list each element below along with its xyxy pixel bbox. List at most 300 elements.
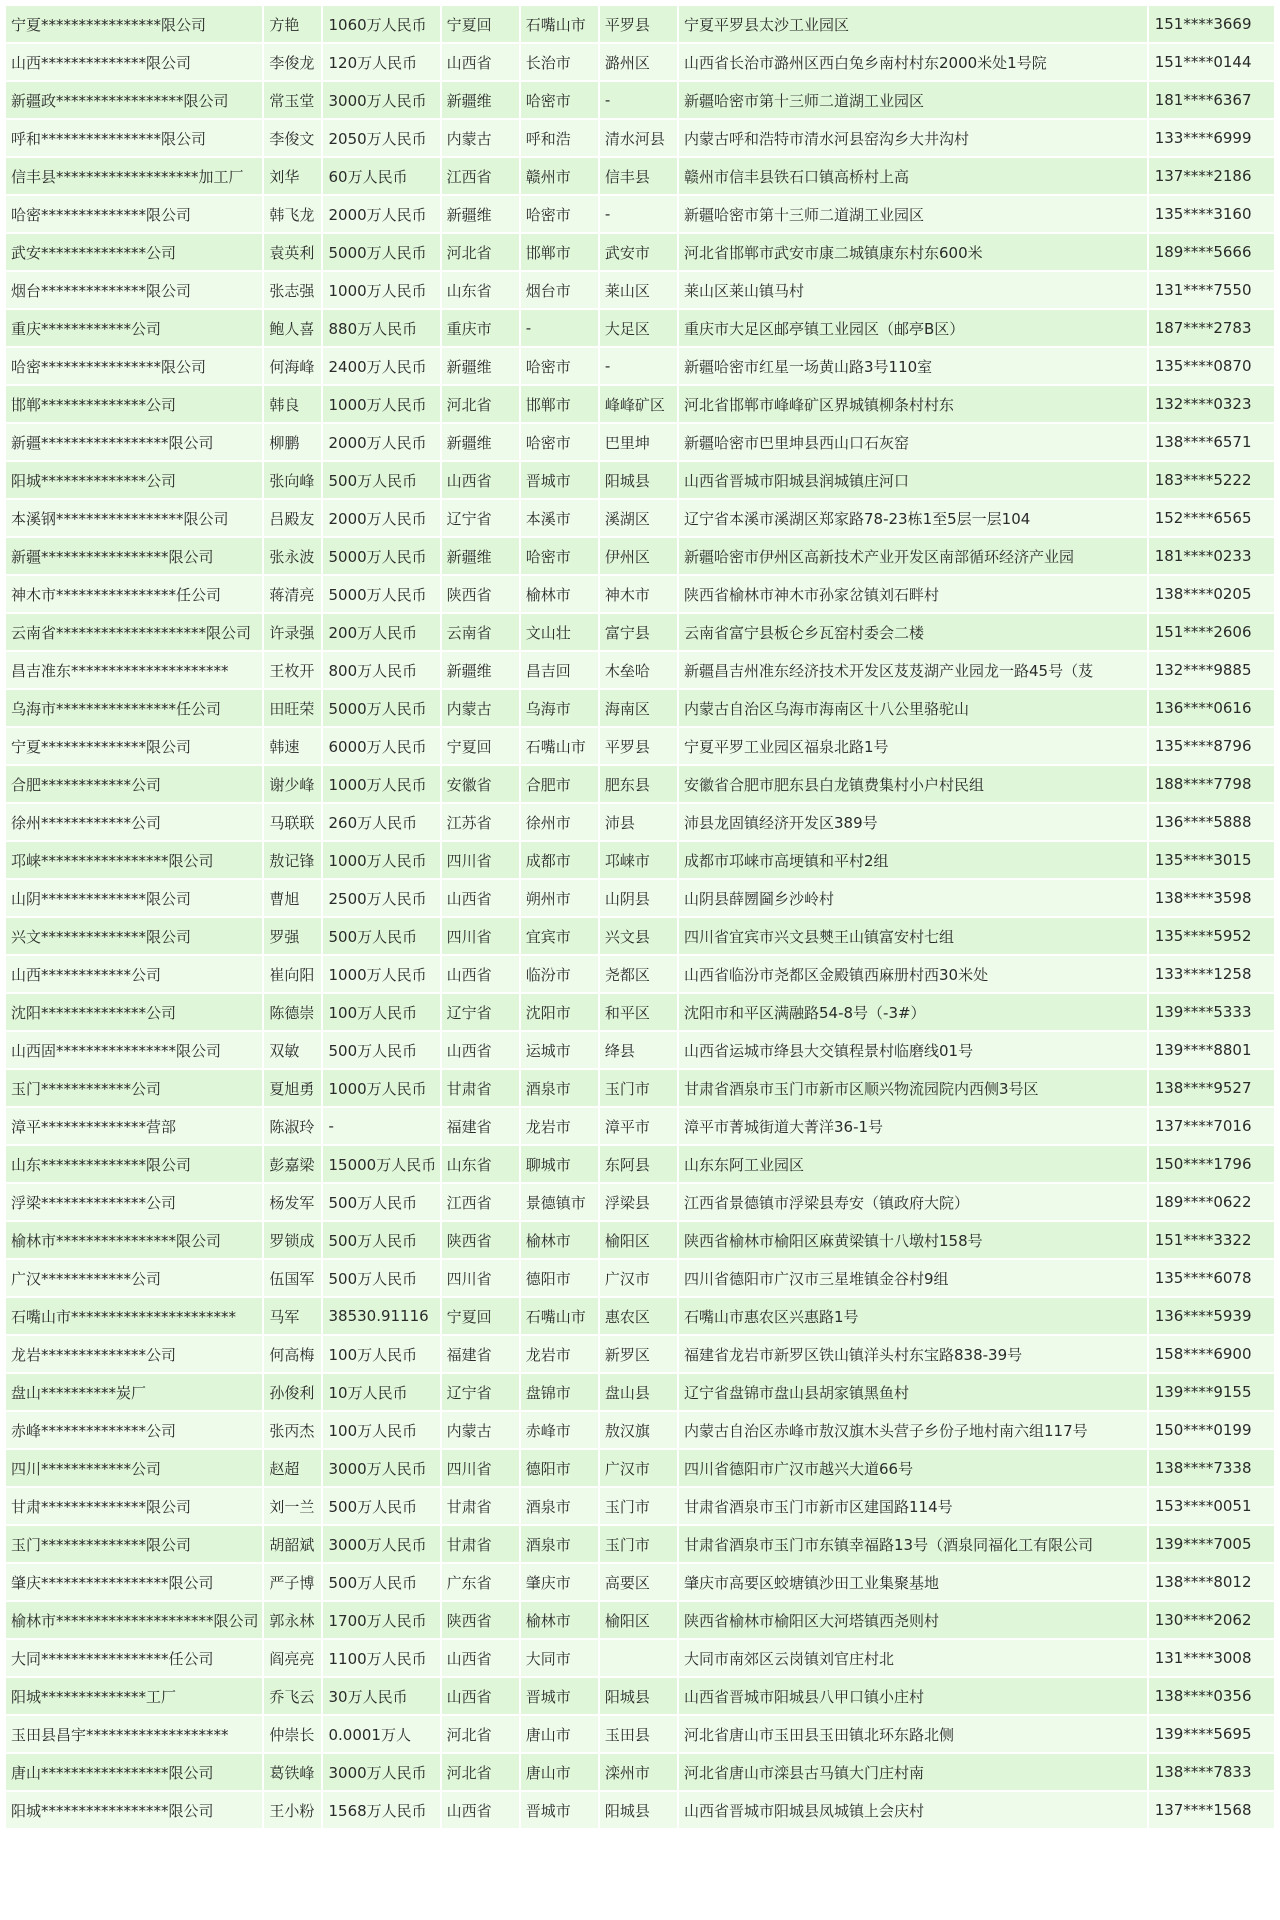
- address-cell: 新疆哈密市红星一场黄山路3号110室: [679, 348, 1147, 384]
- city-cell: 晋城市: [521, 1792, 598, 1828]
- company-name-cell: 新疆*****************限公司: [6, 424, 262, 460]
- phone-cell: 138****0356: [1149, 1678, 1274, 1714]
- registered-capital-cell: 1000万人民币: [323, 386, 439, 422]
- table-row: [6, 1298, 1274, 1334]
- city-cell: 晋城市: [521, 462, 598, 498]
- company-name-cell: 龙岩**************公司: [6, 1336, 262, 1372]
- city-cell: 榆林市: [521, 1602, 598, 1638]
- phone-cell: 139****7005: [1149, 1526, 1274, 1562]
- district-cell: 玉门市: [600, 1526, 677, 1562]
- phone-cell: 152****6565: [1149, 500, 1274, 536]
- city-cell: 盘锦市: [521, 1374, 598, 1410]
- contact-person-cell: 鲍人喜: [264, 310, 321, 346]
- registered-capital-cell: 6000万人民币: [323, 728, 439, 764]
- district-cell: 兴文县: [600, 918, 677, 954]
- address-cell: 福建省龙岩市新罗区铁山镇洋头村东宝路838-39号: [679, 1336, 1147, 1372]
- phone-cell: 183****5222: [1149, 462, 1274, 498]
- district-cell: 玉田县: [600, 1716, 677, 1752]
- district-cell: 广汉市: [600, 1450, 677, 1486]
- phone-cell: 136****5888: [1149, 804, 1274, 840]
- contact-person-cell: 吕殿友: [264, 500, 321, 536]
- phone-cell: 135****6078: [1149, 1260, 1274, 1296]
- address-cell: 新疆昌吉州准东经济技术开发区芨芨湖产业园龙一路45号（芨: [679, 652, 1147, 688]
- company-name-cell: 宁夏****************限公司: [6, 6, 262, 42]
- district-cell: 峰峰矿区: [600, 386, 677, 422]
- phone-cell: 136****0616: [1149, 690, 1274, 726]
- phone-cell: 188****7798: [1149, 766, 1274, 802]
- address-cell: 陕西省榆林市神木市孙家岔镇刘石畔村: [679, 576, 1147, 612]
- company-name-cell: 邛崃*****************限公司: [6, 842, 262, 878]
- city-cell: 晋城市: [521, 1678, 598, 1714]
- address-cell: 赣州市信丰县铁石口镇高桥村上高: [679, 158, 1147, 194]
- contact-person-cell: 李俊文: [264, 120, 321, 156]
- phone-cell: 135****5952: [1149, 918, 1274, 954]
- company-name-cell: 新疆政*****************限公司: [6, 82, 262, 118]
- contact-person-cell: 彭嘉梁: [264, 1146, 321, 1182]
- address-cell: 宁夏平罗工业园区福泉北路1号: [679, 728, 1147, 764]
- city-cell: 景德镇市: [521, 1184, 598, 1220]
- contact-person-cell: 赵超: [264, 1450, 321, 1486]
- contact-person-cell: 葛铁峰: [264, 1754, 321, 1790]
- phone-cell: 138****9527: [1149, 1070, 1274, 1106]
- address-cell: 新疆哈密市巴里坤县西山口石灰窑: [679, 424, 1147, 460]
- address-cell: 辽宁省本溪市溪湖区郑家路78-23栋1至5层一层104: [679, 500, 1147, 536]
- district-cell: 敖汉旗: [600, 1412, 677, 1448]
- province-cell: 新疆维: [442, 652, 519, 688]
- district-cell: 玉门市: [600, 1070, 677, 1106]
- district-cell: 神木市: [600, 576, 677, 612]
- company-name-cell: 浮梁**************公司: [6, 1184, 262, 1220]
- province-cell: 江苏省: [442, 804, 519, 840]
- registered-capital-cell: 120万人民币: [323, 44, 439, 80]
- registered-capital-cell: 500万人民币: [323, 1260, 439, 1296]
- address-cell: 四川省德阳市广汉市三星堆镇金谷村9组: [679, 1260, 1147, 1296]
- table-row: [6, 1374, 1274, 1410]
- table-row: [6, 1754, 1274, 1790]
- address-cell: 重庆市大足区邮亭镇工业园区（邮亭B区）: [679, 310, 1147, 346]
- province-cell: 江西省: [442, 158, 519, 194]
- table-row: [6, 880, 1274, 916]
- city-cell: 成都市: [521, 842, 598, 878]
- address-cell: 山西省晋城市阳城县润城镇庄河口: [679, 462, 1147, 498]
- city-cell: 哈密市: [521, 424, 598, 460]
- table-row: [6, 1412, 1274, 1448]
- district-cell: 东阿县: [600, 1146, 677, 1182]
- address-cell: 辽宁省盘锦市盘山县胡家镇黑鱼村: [679, 1374, 1147, 1410]
- city-cell: 文山壮: [521, 614, 598, 650]
- table-row: [6, 1488, 1274, 1524]
- province-cell: 宁夏回: [442, 728, 519, 764]
- city-cell: 哈密市: [521, 538, 598, 574]
- table-row: [6, 1450, 1274, 1486]
- contact-person-cell: 何海峰: [264, 348, 321, 384]
- company-name-cell: 昌吉准东*********************: [6, 652, 262, 688]
- province-cell: 山西省: [442, 956, 519, 992]
- company-name-cell: 玉门************公司: [6, 1070, 262, 1106]
- address-cell: 四川省宜宾市兴文县僰王山镇富安村七组: [679, 918, 1147, 954]
- registered-capital-cell: 1000万人民币: [323, 842, 439, 878]
- company-name-cell: 山阴**************限公司: [6, 880, 262, 916]
- district-cell: 尧都区: [600, 956, 677, 992]
- table-row: [6, 1716, 1274, 1752]
- registered-capital-cell: -: [323, 1108, 439, 1144]
- company-name-cell: 山东**************限公司: [6, 1146, 262, 1182]
- registered-capital-cell: 2000万人民币: [323, 424, 439, 460]
- company-name-cell: 沈阳**************公司: [6, 994, 262, 1030]
- table-row: [6, 1146, 1274, 1182]
- district-cell: 阳城县: [600, 1792, 677, 1828]
- registered-capital-cell: 5000万人民币: [323, 690, 439, 726]
- province-cell: 山西省: [442, 1032, 519, 1068]
- registered-capital-cell: 3000万人民币: [323, 82, 439, 118]
- province-cell: 广东省: [442, 1564, 519, 1600]
- contact-person-cell: 王枚开: [264, 652, 321, 688]
- province-cell: 甘肃省: [442, 1526, 519, 1562]
- phone-cell: 150****0199: [1149, 1412, 1274, 1448]
- company-table-wrapper: [4, 4, 1276, 1830]
- city-cell: 朔州市: [521, 880, 598, 916]
- company-name-cell: 甘肃**************限公司: [6, 1488, 262, 1524]
- phone-cell: 153****0051: [1149, 1488, 1274, 1524]
- registered-capital-cell: 1000万人民币: [323, 766, 439, 802]
- city-cell: 德阳市: [521, 1450, 598, 1486]
- district-cell: 清水河县: [600, 120, 677, 156]
- company-name-cell: 徐州************公司: [6, 804, 262, 840]
- address-cell: 四川省德阳市广汉市越兴大道66号: [679, 1450, 1147, 1486]
- province-cell: 甘肃省: [442, 1488, 519, 1524]
- phone-cell: 158****6900: [1149, 1336, 1274, 1372]
- contact-person-cell: 许录强: [264, 614, 321, 650]
- district-cell: 绛县: [600, 1032, 677, 1068]
- city-cell: 聊城市: [521, 1146, 598, 1182]
- company-name-cell: 盘山**********炭厂: [6, 1374, 262, 1410]
- address-cell: 云南省富宁县板仑乡瓦窑村委会二楼: [679, 614, 1147, 650]
- company-name-cell: 本溪钢*****************限公司: [6, 500, 262, 536]
- table-row: [6, 386, 1274, 422]
- district-cell: 浮梁县: [600, 1184, 677, 1220]
- address-cell: 内蒙古自治区赤峰市敖汉旗木头营子乡份子地村南六组117号: [679, 1412, 1147, 1448]
- district-cell: 平罗县: [600, 728, 677, 764]
- table-row: [6, 462, 1274, 498]
- province-cell: 河北省: [442, 1754, 519, 1790]
- company-name-cell: 阳城*****************限公司: [6, 1792, 262, 1828]
- phone-cell: 133****6999: [1149, 120, 1274, 156]
- province-cell: 内蒙古: [442, 1412, 519, 1448]
- phone-cell: 137****7016: [1149, 1108, 1274, 1144]
- registered-capital-cell: 3000万人民币: [323, 1754, 439, 1790]
- contact-person-cell: 罗强: [264, 918, 321, 954]
- phone-cell: 138****0205: [1149, 576, 1274, 612]
- company-name-cell: 玉田县昌宇*******************: [6, 1716, 262, 1752]
- company-name-cell: 山西**************限公司: [6, 44, 262, 80]
- company-name-cell: 榆林市*********************限公司: [6, 1602, 262, 1638]
- contact-person-cell: 谢少峰: [264, 766, 321, 802]
- company-name-cell: 合肥************公司: [6, 766, 262, 802]
- contact-person-cell: 双敏: [264, 1032, 321, 1068]
- phone-cell: 136****5939: [1149, 1298, 1274, 1334]
- table-row: [6, 576, 1274, 612]
- phone-cell: 189****5666: [1149, 234, 1274, 270]
- company-name-cell: 漳平**************营部: [6, 1108, 262, 1144]
- table-body: [6, 6, 1274, 1828]
- phone-cell: 132****9885: [1149, 652, 1274, 688]
- province-cell: 四川省: [442, 1450, 519, 1486]
- district-cell: 邛崃市: [600, 842, 677, 878]
- city-cell: 唐山市: [521, 1716, 598, 1752]
- company-name-cell: 赤峰**************公司: [6, 1412, 262, 1448]
- district-cell: -: [600, 348, 677, 384]
- phone-cell: 131****7550: [1149, 272, 1274, 308]
- address-cell: 陕西省榆林市榆阳区大河塔镇西尧则村: [679, 1602, 1147, 1638]
- company-name-cell: 新疆*****************限公司: [6, 538, 262, 574]
- city-cell: 酒泉市: [521, 1488, 598, 1524]
- address-cell: 山西省晋城市阳城县凤城镇上会庆村: [679, 1792, 1147, 1828]
- table-row: [6, 158, 1274, 194]
- phone-cell: 151****0144: [1149, 44, 1274, 80]
- city-cell: 邯郸市: [521, 234, 598, 270]
- registered-capital-cell: 1000万人民币: [323, 1070, 439, 1106]
- registered-capital-cell: 10万人民币: [323, 1374, 439, 1410]
- address-cell: 新疆哈密市第十三师二道湖工业园区: [679, 196, 1147, 232]
- address-cell: 山西省晋城市阳城县八甲口镇小庄村: [679, 1678, 1147, 1714]
- phone-cell: 135****3160: [1149, 196, 1274, 232]
- contact-person-cell: 孙俊利: [264, 1374, 321, 1410]
- district-cell: 盘山县: [600, 1374, 677, 1410]
- contact-person-cell: 韩良: [264, 386, 321, 422]
- phone-cell: 151****3322: [1149, 1222, 1274, 1258]
- city-cell: 石嘴山市: [521, 1298, 598, 1334]
- contact-person-cell: 马军: [264, 1298, 321, 1334]
- contact-person-cell: 张志强: [264, 272, 321, 308]
- contact-person-cell: 王小粉: [264, 1792, 321, 1828]
- registered-capital-cell: 1000万人民币: [323, 956, 439, 992]
- table-row: [6, 994, 1274, 1030]
- table-row: [6, 44, 1274, 80]
- address-cell: 沛县龙固镇经济开发区389号: [679, 804, 1147, 840]
- province-cell: 四川省: [442, 918, 519, 954]
- district-cell: 新罗区: [600, 1336, 677, 1372]
- address-cell: 成都市邛崃市高埂镇和平村2组: [679, 842, 1147, 878]
- city-cell: 合肥市: [521, 766, 598, 802]
- contact-person-cell: 杨发军: [264, 1184, 321, 1220]
- phone-cell: 131****3008: [1149, 1640, 1274, 1676]
- table-row: [6, 272, 1274, 308]
- registered-capital-cell: 100万人民币: [323, 1412, 439, 1448]
- province-cell: 新疆维: [442, 538, 519, 574]
- registered-capital-cell: 2400万人民币: [323, 348, 439, 384]
- contact-person-cell: 罗锁成: [264, 1222, 321, 1258]
- phone-cell: 130****2062: [1149, 1602, 1274, 1638]
- city-cell: 赤峰市: [521, 1412, 598, 1448]
- province-cell: 河北省: [442, 386, 519, 422]
- district-cell: 潞州区: [600, 44, 677, 80]
- table-row: [6, 1526, 1274, 1562]
- registered-capital-cell: 2500万人民币: [323, 880, 439, 916]
- registered-capital-cell: 30万人民币: [323, 1678, 439, 1714]
- city-cell: 石嘴山市: [521, 728, 598, 764]
- city-cell: 石嘴山市: [521, 6, 598, 42]
- contact-person-cell: 陈淑玲: [264, 1108, 321, 1144]
- registered-capital-cell: 1060万人民币: [323, 6, 439, 42]
- district-cell: 莱山区: [600, 272, 677, 308]
- contact-person-cell: 方艳: [264, 6, 321, 42]
- registered-capital-cell: 100万人民币: [323, 1336, 439, 1372]
- registered-capital-cell: 5000万人民币: [323, 576, 439, 612]
- province-cell: 山西省: [442, 880, 519, 916]
- city-cell: 龙岩市: [521, 1108, 598, 1144]
- province-cell: 安徽省: [442, 766, 519, 802]
- address-cell: 河北省邯郸市武安市康二城镇康东村东600米: [679, 234, 1147, 270]
- address-cell: 陕西省榆林市榆阳区麻黄梁镇十八墩村158号: [679, 1222, 1147, 1258]
- company-name-cell: 邯郸**************公司: [6, 386, 262, 422]
- province-cell: 陕西省: [442, 1222, 519, 1258]
- district-cell: 滦州市: [600, 1754, 677, 1790]
- table-row: [6, 804, 1274, 840]
- address-cell: 宁夏平罗县太沙工业园区: [679, 6, 1147, 42]
- contact-person-cell: 曹旭: [264, 880, 321, 916]
- registered-capital-cell: 3000万人民币: [323, 1526, 439, 1562]
- table-row: [6, 82, 1274, 118]
- city-cell: 肇庆市: [521, 1564, 598, 1600]
- phone-cell: 189****0622: [1149, 1184, 1274, 1220]
- city-cell: 徐州市: [521, 804, 598, 840]
- province-cell: 新疆维: [442, 82, 519, 118]
- phone-cell: 138****7338: [1149, 1450, 1274, 1486]
- address-cell: 河北省邯郸市峰峰矿区界城镇柳条村村东: [679, 386, 1147, 422]
- registered-capital-cell: 500万人民币: [323, 462, 439, 498]
- phone-cell: 139****8801: [1149, 1032, 1274, 1068]
- city-cell: -: [521, 310, 598, 346]
- registered-capital-cell: 5000万人民币: [323, 234, 439, 270]
- table-row: [6, 424, 1274, 460]
- phone-cell: 138****6571: [1149, 424, 1274, 460]
- company-name-cell: 山西固****************限公司: [6, 1032, 262, 1068]
- city-cell: 哈密市: [521, 82, 598, 118]
- registered-capital-cell: 100万人民币: [323, 994, 439, 1030]
- city-cell: 呼和浩: [521, 120, 598, 156]
- table-row: [6, 1602, 1274, 1638]
- table-row: [6, 766, 1274, 802]
- company-name-cell: 唐山*****************限公司: [6, 1754, 262, 1790]
- province-cell: 陕西省: [442, 1602, 519, 1638]
- province-cell: 内蒙古: [442, 690, 519, 726]
- contact-person-cell: 乔飞云: [264, 1678, 321, 1714]
- province-cell: 内蒙古: [442, 120, 519, 156]
- table-row: [6, 1070, 1274, 1106]
- province-cell: 新疆维: [442, 424, 519, 460]
- contact-person-cell: 刘华: [264, 158, 321, 194]
- table-row: [6, 918, 1274, 954]
- phone-cell: 138****7833: [1149, 1754, 1274, 1790]
- province-cell: 山东省: [442, 1146, 519, 1182]
- province-cell: 新疆维: [442, 348, 519, 384]
- district-cell: -: [600, 196, 677, 232]
- contact-person-cell: 敖记锋: [264, 842, 321, 878]
- address-cell: 安徽省合肥市肥东县白龙镇费集村小户村民组: [679, 766, 1147, 802]
- district-cell: 木垒哈: [600, 652, 677, 688]
- district-cell: 巴里坤: [600, 424, 677, 460]
- city-cell: 乌海市: [521, 690, 598, 726]
- company-name-cell: 哈密****************限公司: [6, 348, 262, 384]
- district-cell: 富宁县: [600, 614, 677, 650]
- province-cell: 河北省: [442, 1716, 519, 1752]
- table-row: [6, 1032, 1274, 1068]
- address-cell: 甘肃省酒泉市玉门市新市区顺兴物流园院内西侧3号区: [679, 1070, 1147, 1106]
- province-cell: 江西省: [442, 1184, 519, 1220]
- address-cell: 大同市南郊区云岗镇刘官庄村北: [679, 1640, 1147, 1676]
- contact-person-cell: 陈德崇: [264, 994, 321, 1030]
- address-cell: 山西省运城市绛县大交镇程景村临磨线01号: [679, 1032, 1147, 1068]
- registered-capital-cell: 500万人民币: [323, 1032, 439, 1068]
- table-row: [6, 1792, 1274, 1828]
- district-cell: 广汉市: [600, 1260, 677, 1296]
- registered-capital-cell: 500万人民币: [323, 918, 439, 954]
- district-cell: 榆阳区: [600, 1222, 677, 1258]
- company-name-cell: 四川************公司: [6, 1450, 262, 1486]
- contact-person-cell: 李俊龙: [264, 44, 321, 80]
- phone-cell: 135****0870: [1149, 348, 1274, 384]
- province-cell: 辽宁省: [442, 1374, 519, 1410]
- table-row: [6, 348, 1274, 384]
- phone-cell: 135****8796: [1149, 728, 1274, 764]
- table-row: [6, 500, 1274, 536]
- phone-cell: 139****5695: [1149, 1716, 1274, 1752]
- district-cell: 肥东县: [600, 766, 677, 802]
- table-row: [6, 652, 1274, 688]
- table-row: [6, 6, 1274, 42]
- phone-cell: 181****6367: [1149, 82, 1274, 118]
- district-cell: 和平区: [600, 994, 677, 1030]
- city-cell: 榆林市: [521, 576, 598, 612]
- province-cell: 重庆市: [442, 310, 519, 346]
- district-cell: 阳城县: [600, 1678, 677, 1714]
- city-cell: 唐山市: [521, 1754, 598, 1790]
- contact-person-cell: 刘一兰: [264, 1488, 321, 1524]
- registered-capital-cell: 260万人民币: [323, 804, 439, 840]
- table-row: [6, 1222, 1274, 1258]
- address-cell: 新疆哈密市伊州区高新技术产业开发区南部循环经济产业园: [679, 538, 1147, 574]
- city-cell: 龙岩市: [521, 1336, 598, 1372]
- contact-person-cell: 马联联: [264, 804, 321, 840]
- phone-cell: 137****2186: [1149, 158, 1274, 194]
- table-row: [6, 1184, 1274, 1220]
- company-name-cell: 阳城**************工厂: [6, 1678, 262, 1714]
- address-cell: 肇庆市高要区蛟塘镇沙田工业集聚基地: [679, 1564, 1147, 1600]
- province-cell: 山东省: [442, 272, 519, 308]
- table-row: [6, 690, 1274, 726]
- address-cell: 山西省临汾市尧都区金殿镇西麻册村西30米处: [679, 956, 1147, 992]
- address-cell: 莱山区莱山镇马村: [679, 272, 1147, 308]
- company-name-cell: 宁夏**************限公司: [6, 728, 262, 764]
- contact-person-cell: 郭永林: [264, 1602, 321, 1638]
- phone-cell: 151****2606: [1149, 614, 1274, 650]
- city-cell: 酒泉市: [521, 1070, 598, 1106]
- company-name-cell: 兴文**************限公司: [6, 918, 262, 954]
- phone-cell: 151****3669: [1149, 6, 1274, 42]
- district-cell: 漳平市: [600, 1108, 677, 1144]
- city-cell: 沈阳市: [521, 994, 598, 1030]
- registered-capital-cell: 2000万人民币: [323, 196, 439, 232]
- district-cell: 武安市: [600, 234, 677, 270]
- company-name-cell: 广汉************公司: [6, 1260, 262, 1296]
- company-name-cell: 武安**************公司: [6, 234, 262, 270]
- province-cell: 山西省: [442, 462, 519, 498]
- district-cell: 榆阳区: [600, 1602, 677, 1638]
- city-cell: 本溪市: [521, 500, 598, 536]
- province-cell: 辽宁省: [442, 500, 519, 536]
- registered-capital-cell: 500万人民币: [323, 1564, 439, 1600]
- contact-person-cell: 张向峰: [264, 462, 321, 498]
